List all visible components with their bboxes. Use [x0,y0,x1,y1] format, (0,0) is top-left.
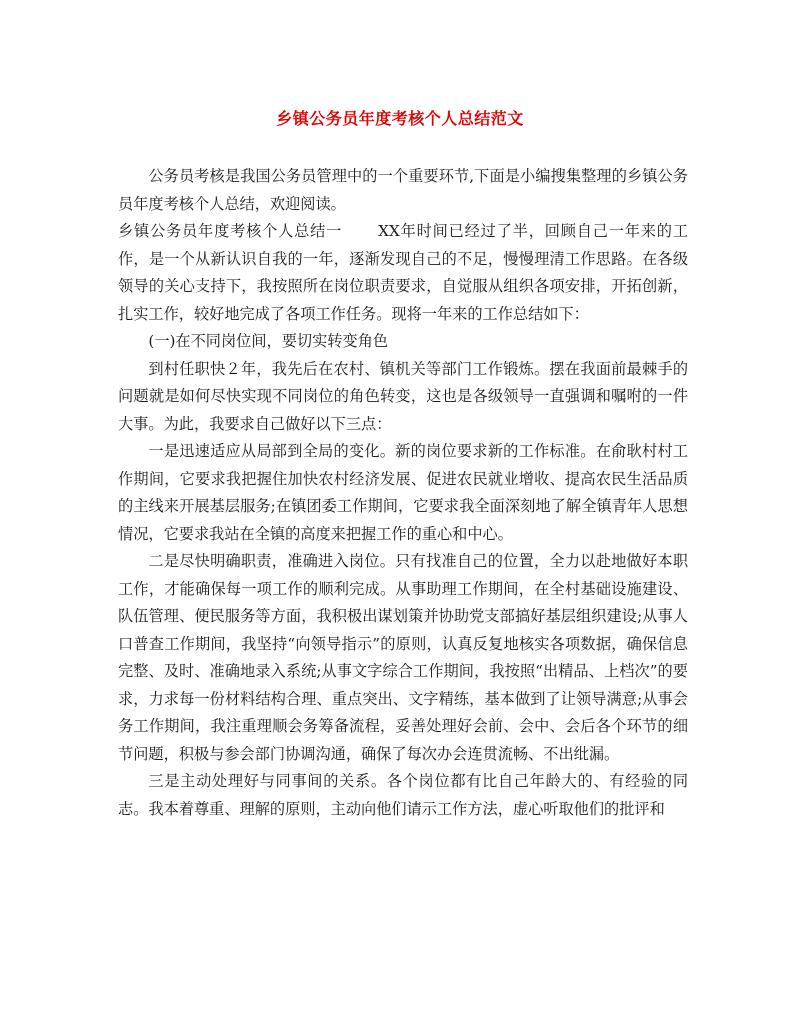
body-paragraph-4: 三是主动处理好与同事间的关系。各个岗位都有比自己年龄大的、有经验的同志。我本着尊重、理解的原则，主动向他们请示工作方法，虚心听取他们的批评和 [118,772,688,818]
document-title: 乡镇公务员年度考核个人总结范文 [276,109,524,128]
body-paragraph-2: 一是迅速适应从局部到全局的变化。新的岗位要求新的工作标准。在俞耿村村工作期间，它要求我把握住加快农村经济发展、促进农民就业增收、提高农民生活品质的主线来开展基层服务;在镇团委工作期间，它要求我全面深刻地了解全镇青年人思想情况，它要求我站在全镇的高度来把握工作的重心和中心。 [118,442,688,543]
section-paragraph [118,218,688,328]
subsection-heading: (一)在不同岗位间，要切实转变角色 [148,332,389,350]
section-opening-text: XX年时间已经过了半，回顾自己一年来的工作，是一个从新认识自我的一年，逐渐发现自己的不足，慢慢理清工作思路。在各级领导的关心支持下，我按照所在岗位职责要求，自觉服从组织各项安排，开拓创新，扎实工作，较好地完成了各项工作任务。现将一年来的工作总结如下： [118,222,689,323]
document-body [118,163,688,823]
body-paragraph-3: 二是尽快明确职责，准确进入岗位。只有找准自己的位置，全力以赴地做好本职工作，才能确保每一项工作的顺利完成。从事助理工作期间，在全村基础设施建设、队伍管理、便民服务等方面，我积极出谋划策并协助党支部搞好基层组织建设;从事人口普查工作期间，我坚持“向领导指示”的原则，认真反复地核实各项数据，确保信息完整、及时、准确地录入系统;从事文字综合工作期间，我按照“出精品、上档次”的要求，力求每一份材料结构合理、重点突出、文字精练，基本做到了让领导满意;从事会务工作期间，我注重理顺会务筹备流程，妥善处理好会前、会中、会后各个环节的细节问题，积极与参会部门协调沟通，确保了每次办会连贯流畅、不出纰漏。 [118,552,688,763]
section-heading: 乡镇公务员年度考核个人总结一 [118,222,343,240]
body-paragraph-1: 到村任职快２年，我先后在农村、镇机关等部门工作锻炼。摆在我面前最棘手的问题就是如何尽快实现不同岗位的角色转变，这也是各级领导一直强调和嘱咐的一件大事。为此，我要求自己做好以下三点： [118,359,688,433]
intro-paragraph: 公务员考核是我国公务员管理中的一个重要环节,下面是小编搜集整理的乡镇公务员年度考核个人总结，欢迎阅读。 [118,167,688,213]
